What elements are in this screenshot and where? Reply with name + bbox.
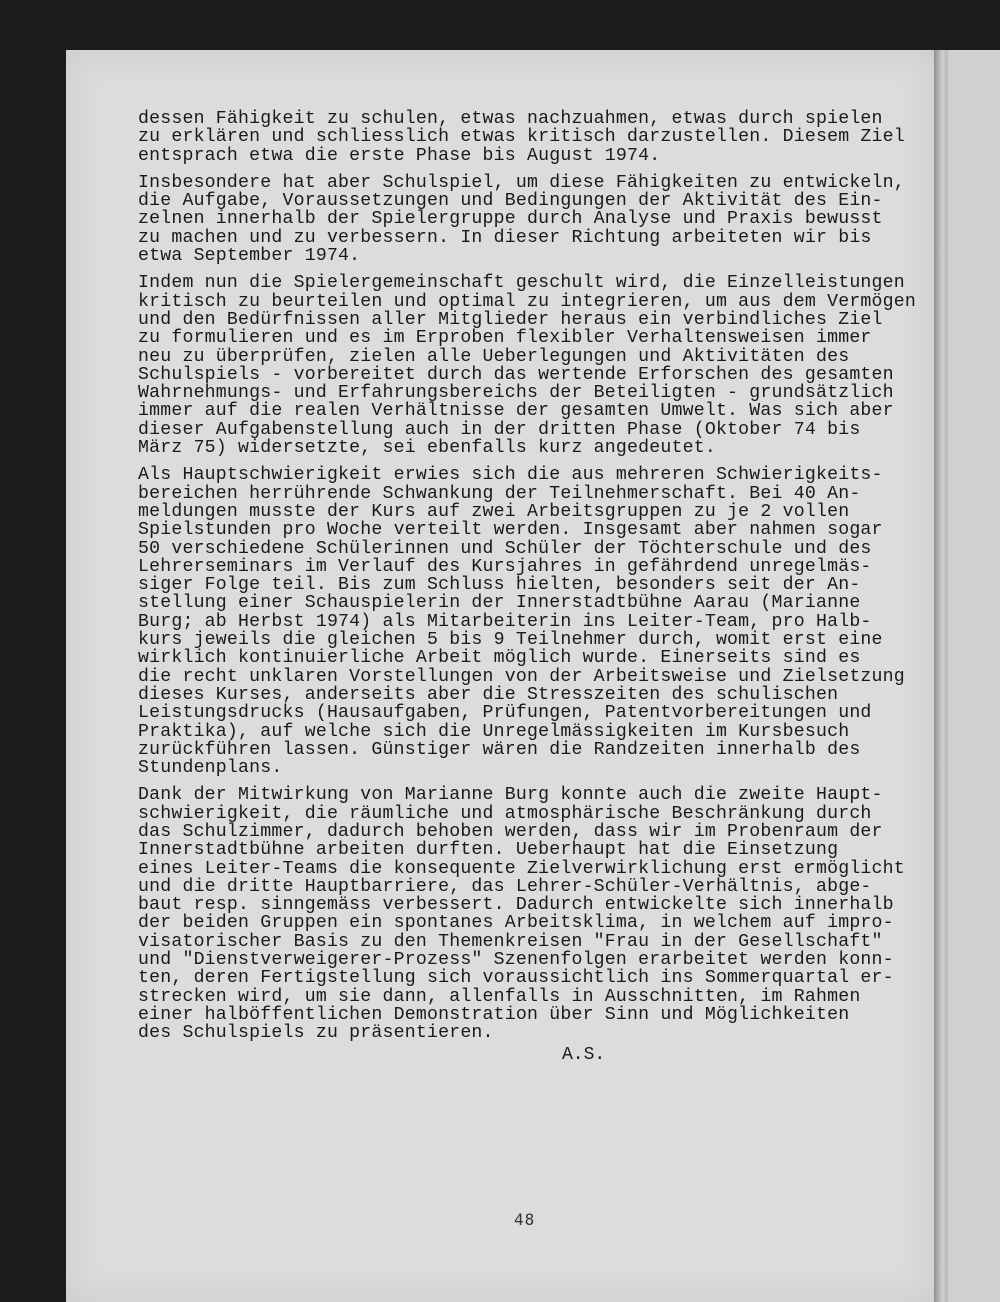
text-line: das Schulzimmer, dadurch behoben werden, dass wir im Probenraum der [138, 821, 883, 842]
paragraph [138, 786, 928, 1042]
page-number: 48 [514, 1210, 536, 1229]
paragraph [138, 466, 928, 777]
text-line: neu zu überprüfen, zielen alle Ueberlegungen und Aktivitäten des [138, 346, 850, 367]
text-line: Lehrerseminars im Verlauf des Kursjahres in gefährdend unregelmäs- [138, 556, 872, 577]
text-line: zu erklären und schliesslich etwas kritisch darzustellen. Diesem Ziel [138, 127, 905, 148]
text-line: zelnen innerhalb der Spielergruppe durch Analyse und Praxis bewusst [138, 209, 883, 230]
text-line: stellung einer Schauspielerin der Innerstadtbühne Aarau (Marianne [138, 593, 861, 614]
text-line: und den Bedürfnissen aller Mitglieder heraus ein verbindliches Ziel [138, 309, 883, 330]
text-line: Leistungsdrucks (Hausaufgaben, Prüfungen, Patentvorbereitungen und [138, 703, 872, 724]
text-line: bereichen herrührende Schwankung der Teilnehmerschaft. Bei 40 An- [138, 483, 861, 504]
text-line: visatorischer Basis zu den Themenkreisen "Frau in der Gesellschaft" [138, 931, 883, 952]
book-spine [934, 50, 948, 1302]
text-line: siger Folge teil. Bis zum Schluss hielten, besonders seit der An- [138, 575, 861, 596]
text-line: März 75) widersetzte, sei ebenfalls kurz angedeutet. [138, 438, 716, 459]
text-line: Dank der Mitwirkung von Marianne Burg konnte auch die zweite Haupt- [138, 785, 883, 806]
text-line: ten, deren Fertigstellung sich voraussichtlich ins Sommerquartal er- [138, 968, 894, 989]
text-line: Indem nun die Spielergemeinschaft geschult wird, die Einzelleistungen [138, 273, 905, 294]
text-line: wirklich kontinuierliche Arbeit möglich wurde. Einerseits sind es [138, 648, 861, 669]
text-line: des Schulspiels zu präsentieren. [138, 1023, 494, 1044]
text-line: Als Hauptschwierigkeit erwies sich die aus mehreren Schwierigkeits- [138, 465, 883, 486]
text-line: Burg; ab Herbst 1974) als Mitarbeiterin ins Leiter-Team, pro Halb- [138, 611, 872, 632]
text-line: 50 verschiedene Schülerinnen und Schüler der Töchterschule und des [138, 538, 872, 559]
text-line: der beiden Gruppen ein spontanes Arbeitsklima, in welchem auf impro- [138, 913, 894, 934]
text-line: Stundenplans. [138, 758, 283, 779]
paragraph [138, 110, 928, 165]
paragraph [138, 274, 928, 457]
text-line: strecken wird, um sie dann, allenfalls in Ausschnitten, im Rahmen [138, 986, 861, 1007]
text-line: Insbesondere hat aber Schulspiel, um diese Fähigkeiten zu entwickeln, [138, 172, 905, 193]
text-line: zu machen und zu verbessern. In dieser Richtung arbeiteten wir bis [138, 227, 872, 248]
text-line: entsprach etwa die erste Phase bis August 1974. [138, 145, 661, 166]
body-text [138, 110, 928, 1052]
text-line: kurs jeweils die gleichen 5 bis 9 Teilnehmer durch, womit erst eine [138, 630, 883, 651]
text-line: kritisch zu beurteilen und optimal zu integrieren, um aus dem Vermögen [138, 291, 916, 312]
text-line: Innerstadtbühne arbeiten durften. Ueberhaupt hat die Einsetzung [138, 840, 839, 861]
text-line: Praktika), auf welche sich die Unregelmässigkeiten im Kursbesuch [138, 721, 850, 742]
text-line: Schulspiels - vorbereitet durch das wertende Erforschen des gesamten [138, 364, 894, 385]
text-line: dieses Kurses, anderseits aber die Stresszeiten des schulischen [138, 684, 839, 705]
author-signature: A.S. [562, 1045, 606, 1065]
text-line: Wahrnehmungs- und Erfahrungsbereichs der Beteiligten - grundsätzlich [138, 383, 894, 404]
text-line: schwierigkeit, die räumliche und atmosphärische Beschränkung durch [138, 803, 872, 824]
text-line: dieser Aufgabenstellung auch in der dritten Phase (Oktober 74 bis [138, 419, 861, 440]
text-line: dessen Fähigkeit zu schulen, etwas nachzuahmen, etwas durch spielen [138, 109, 883, 129]
text-line: Spielstunden pro Woche verteilt werden. Insgesamt aber nahmen sogar [138, 520, 883, 541]
text-line: die recht unklaren Vorstellungen von der Arbeitsweise und Zielsetzung [138, 666, 905, 687]
text-line: baut resp. sinngemäss verbessert. Dadurch entwickelte sich innerhalb [138, 895, 894, 916]
text-line: immer auf die realen Verhältnisse der gesamten Umwelt. Was sich aber [138, 401, 894, 422]
text-line: zurückführen lassen. Günstiger wären die Randzeiten innerhalb des [138, 739, 861, 760]
text-line: und die dritte Hauptbarriere, das Lehrer-Schüler-Verhältnis, abge- [138, 876, 872, 897]
text-line: etwa September 1974. [138, 246, 361, 267]
facing-page-edge [948, 50, 1000, 1302]
text-line: die Aufgabe, Voraussetzungen und Bedingungen der Aktivität des Ein- [138, 191, 883, 212]
paragraph [138, 174, 928, 265]
text-line: einer halböffentlichen Demonstration über Sinn und Möglichkeiten [138, 1004, 850, 1025]
text-line: meldungen musste der Kurs auf zwei Arbeitsgruppen zu je 2 vollen [138, 501, 850, 522]
text-line: zu formulieren und es im Erproben flexibler Verhaltensweisen immer [138, 328, 872, 349]
text-line: und "Dienstverweigerer-Prozess" Szenenfolgen erarbeitet werden konn- [138, 950, 894, 971]
text-line: eines Leiter-Teams die konsequente Zielverwirklichung erst ermöglicht [138, 858, 905, 879]
